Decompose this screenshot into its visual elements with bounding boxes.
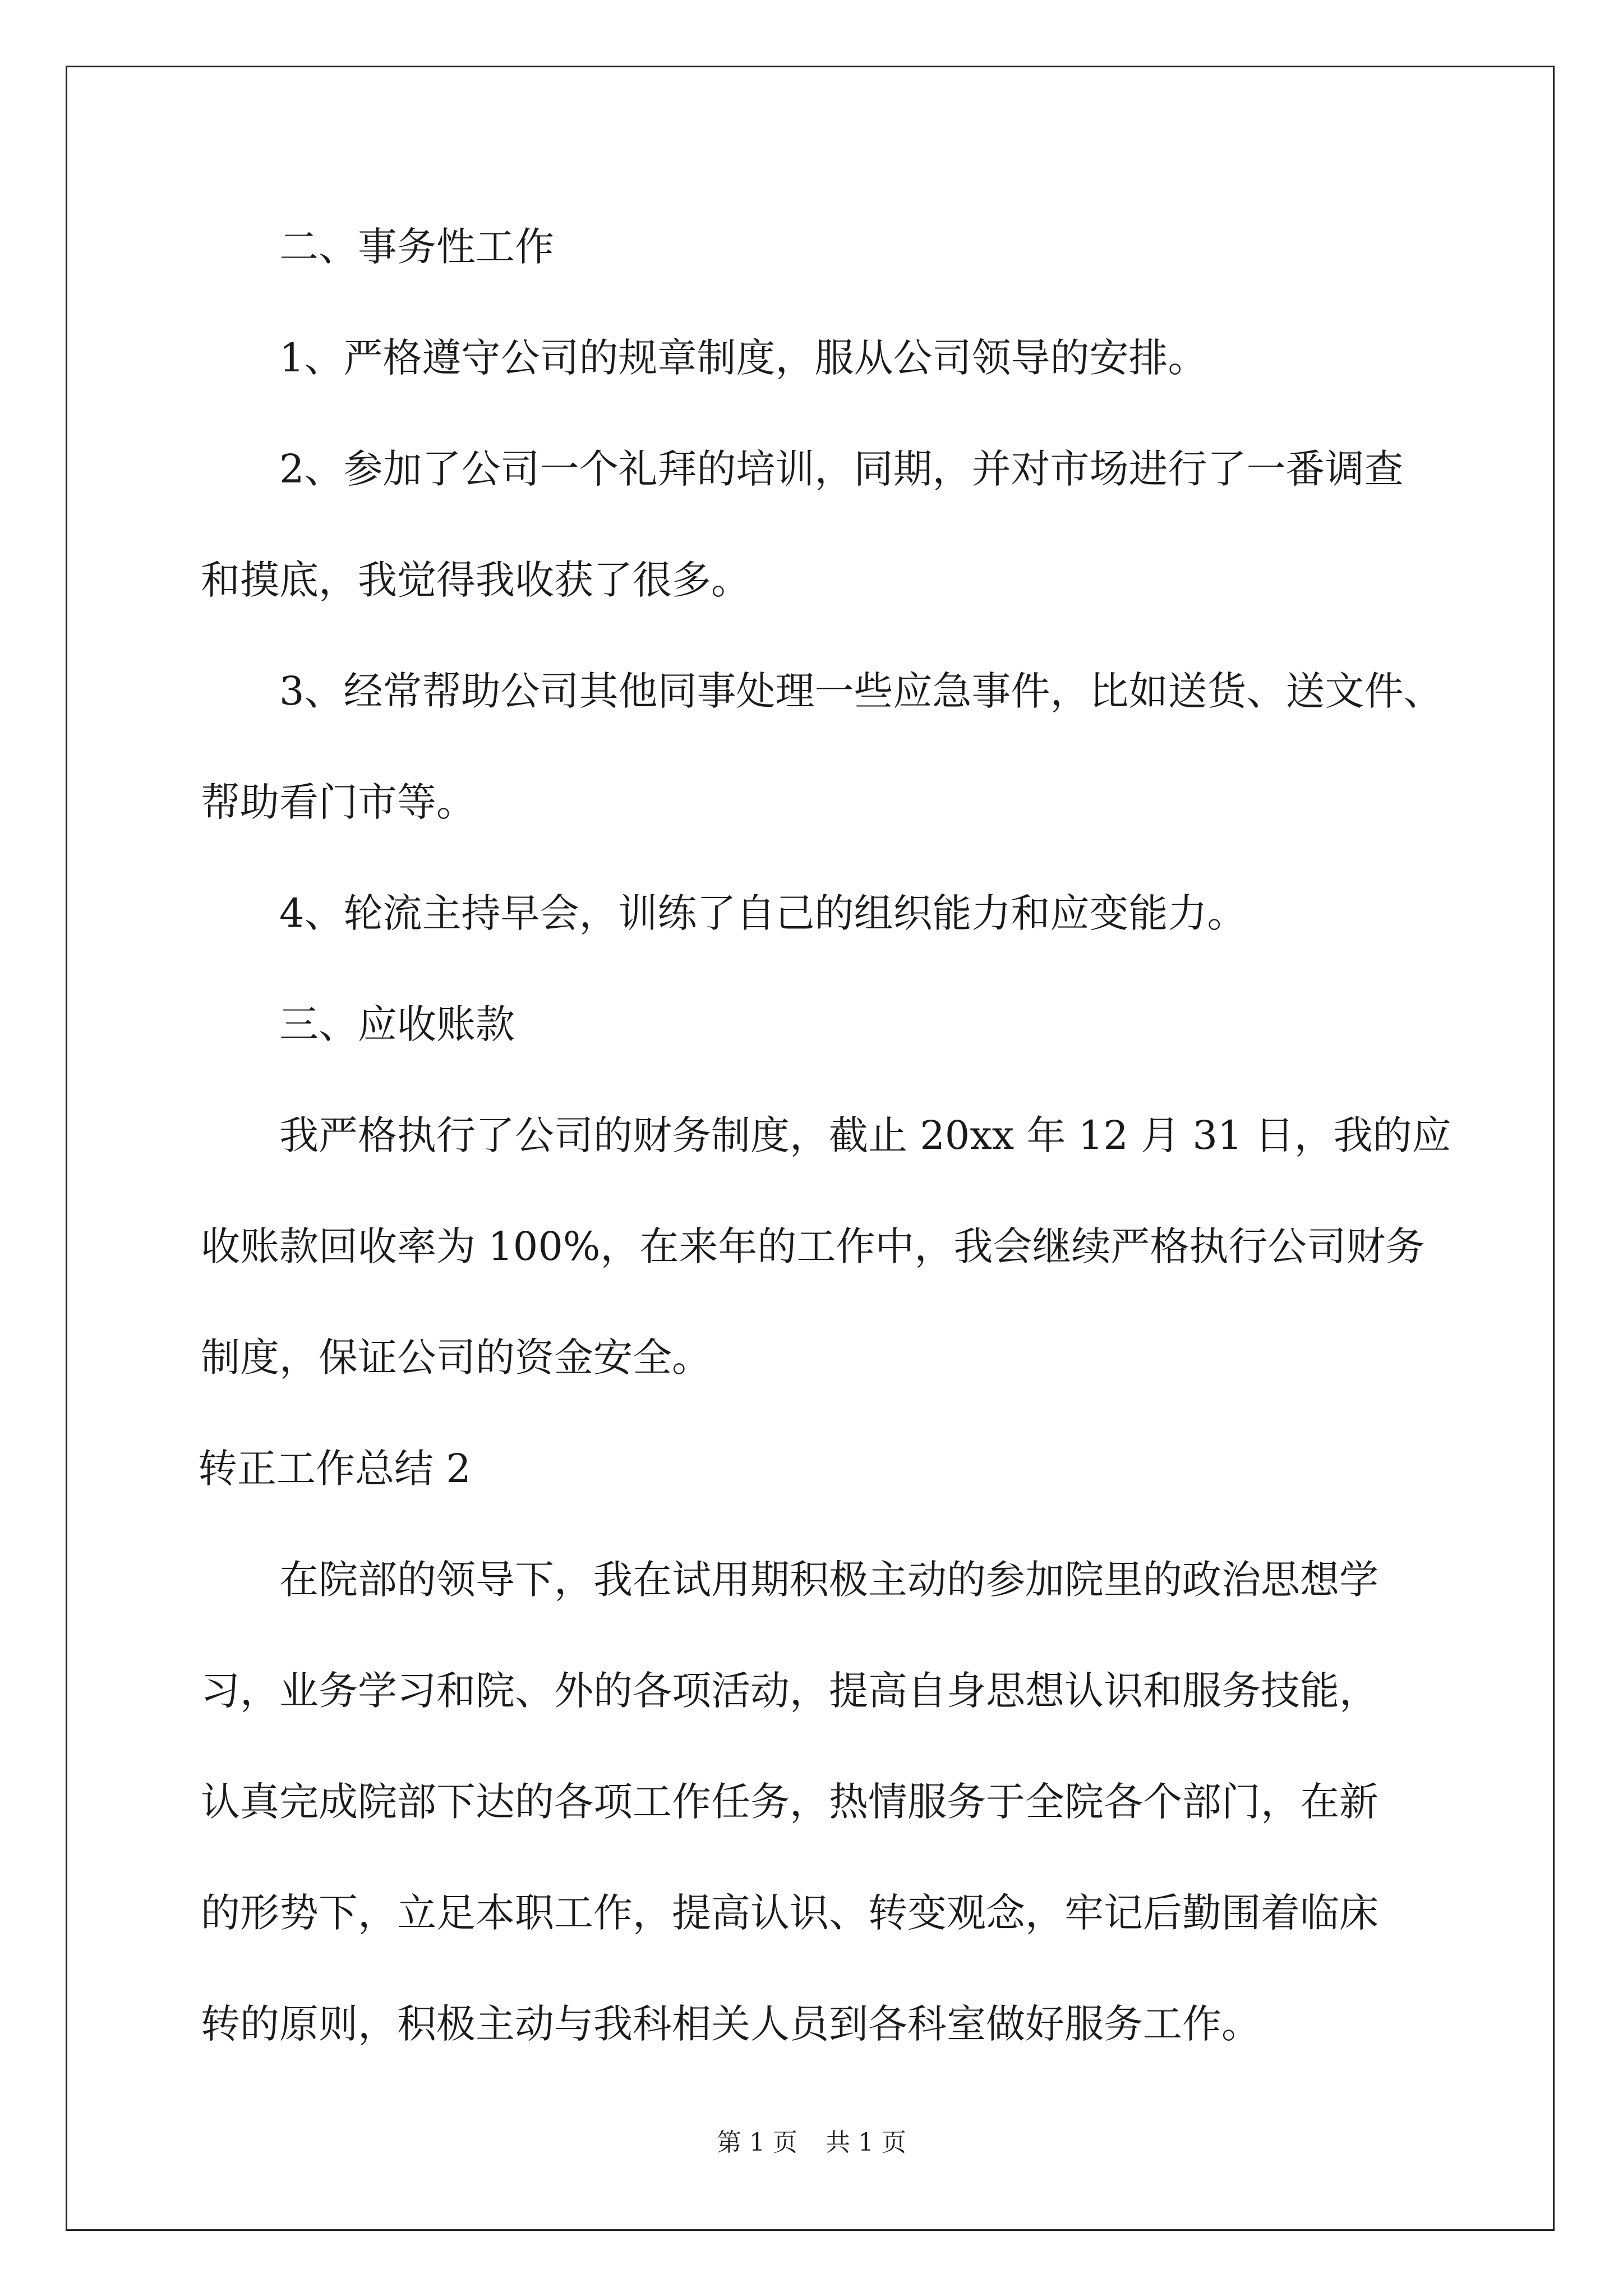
paragraph-line: 我严格执行了公司的财务制度，截止 20xx 年 12 月 31 日，我的应: [279, 1112, 1451, 1158]
section-title: 转正工作总结 2: [198, 1446, 471, 1492]
page-total: 共 1 页: [826, 2128, 906, 2157]
paragraph-line: 转的原则，积极主动与我科相关人员到各科室做好服务工作。: [201, 2001, 1261, 2047]
list-item: 4、轮流主持早会，训练了自己的组织能力和应变能力。: [279, 890, 1247, 936]
heading-affairs: 二、事务性工作: [279, 224, 554, 270]
paragraph-line: 在院部的领导下，我在试用期积极主动的参加院里的政治思想学: [279, 1557, 1378, 1603]
heading-receivables: 三、应收账款: [279, 1001, 515, 1047]
list-item: 1、严格遵守公司的规章制度，服从公司领导的安排。: [279, 335, 1207, 381]
paragraph-line: 习，业务学习和院、外的各项活动，提高自身思想认识和服务技能，: [201, 1668, 1378, 1714]
list-item-continued: 和摸底，我觉得我收获了很多。: [201, 557, 750, 603]
paragraph-line: 的形势下，立足本职工作，提高认识、转变观念，牢记后勤围着临床: [201, 1890, 1378, 1936]
paragraph-line: 认真完成院部下达的各项工作任务，热情服务于全院各个部门，在新: [201, 1779, 1378, 1825]
paragraph-line: 收账款回收率为 100%，在来年的工作中，我会继续严格执行公司财务: [201, 1223, 1425, 1269]
list-item: 2、参加了公司一个礼拜的培训，同期，并对市场进行了一番调查: [279, 446, 1404, 492]
list-item-continued: 帮助看门市等。: [201, 779, 476, 825]
paragraph-line: 制度，保证公司的资金安全。: [201, 1335, 711, 1381]
list-item: 3、经常帮助公司其他同事处理一些应急事件，比如送货、送文件、: [279, 668, 1443, 714]
page-footer: [0, 2126, 1623, 2160]
page-number: 第 1 页: [717, 2128, 797, 2157]
